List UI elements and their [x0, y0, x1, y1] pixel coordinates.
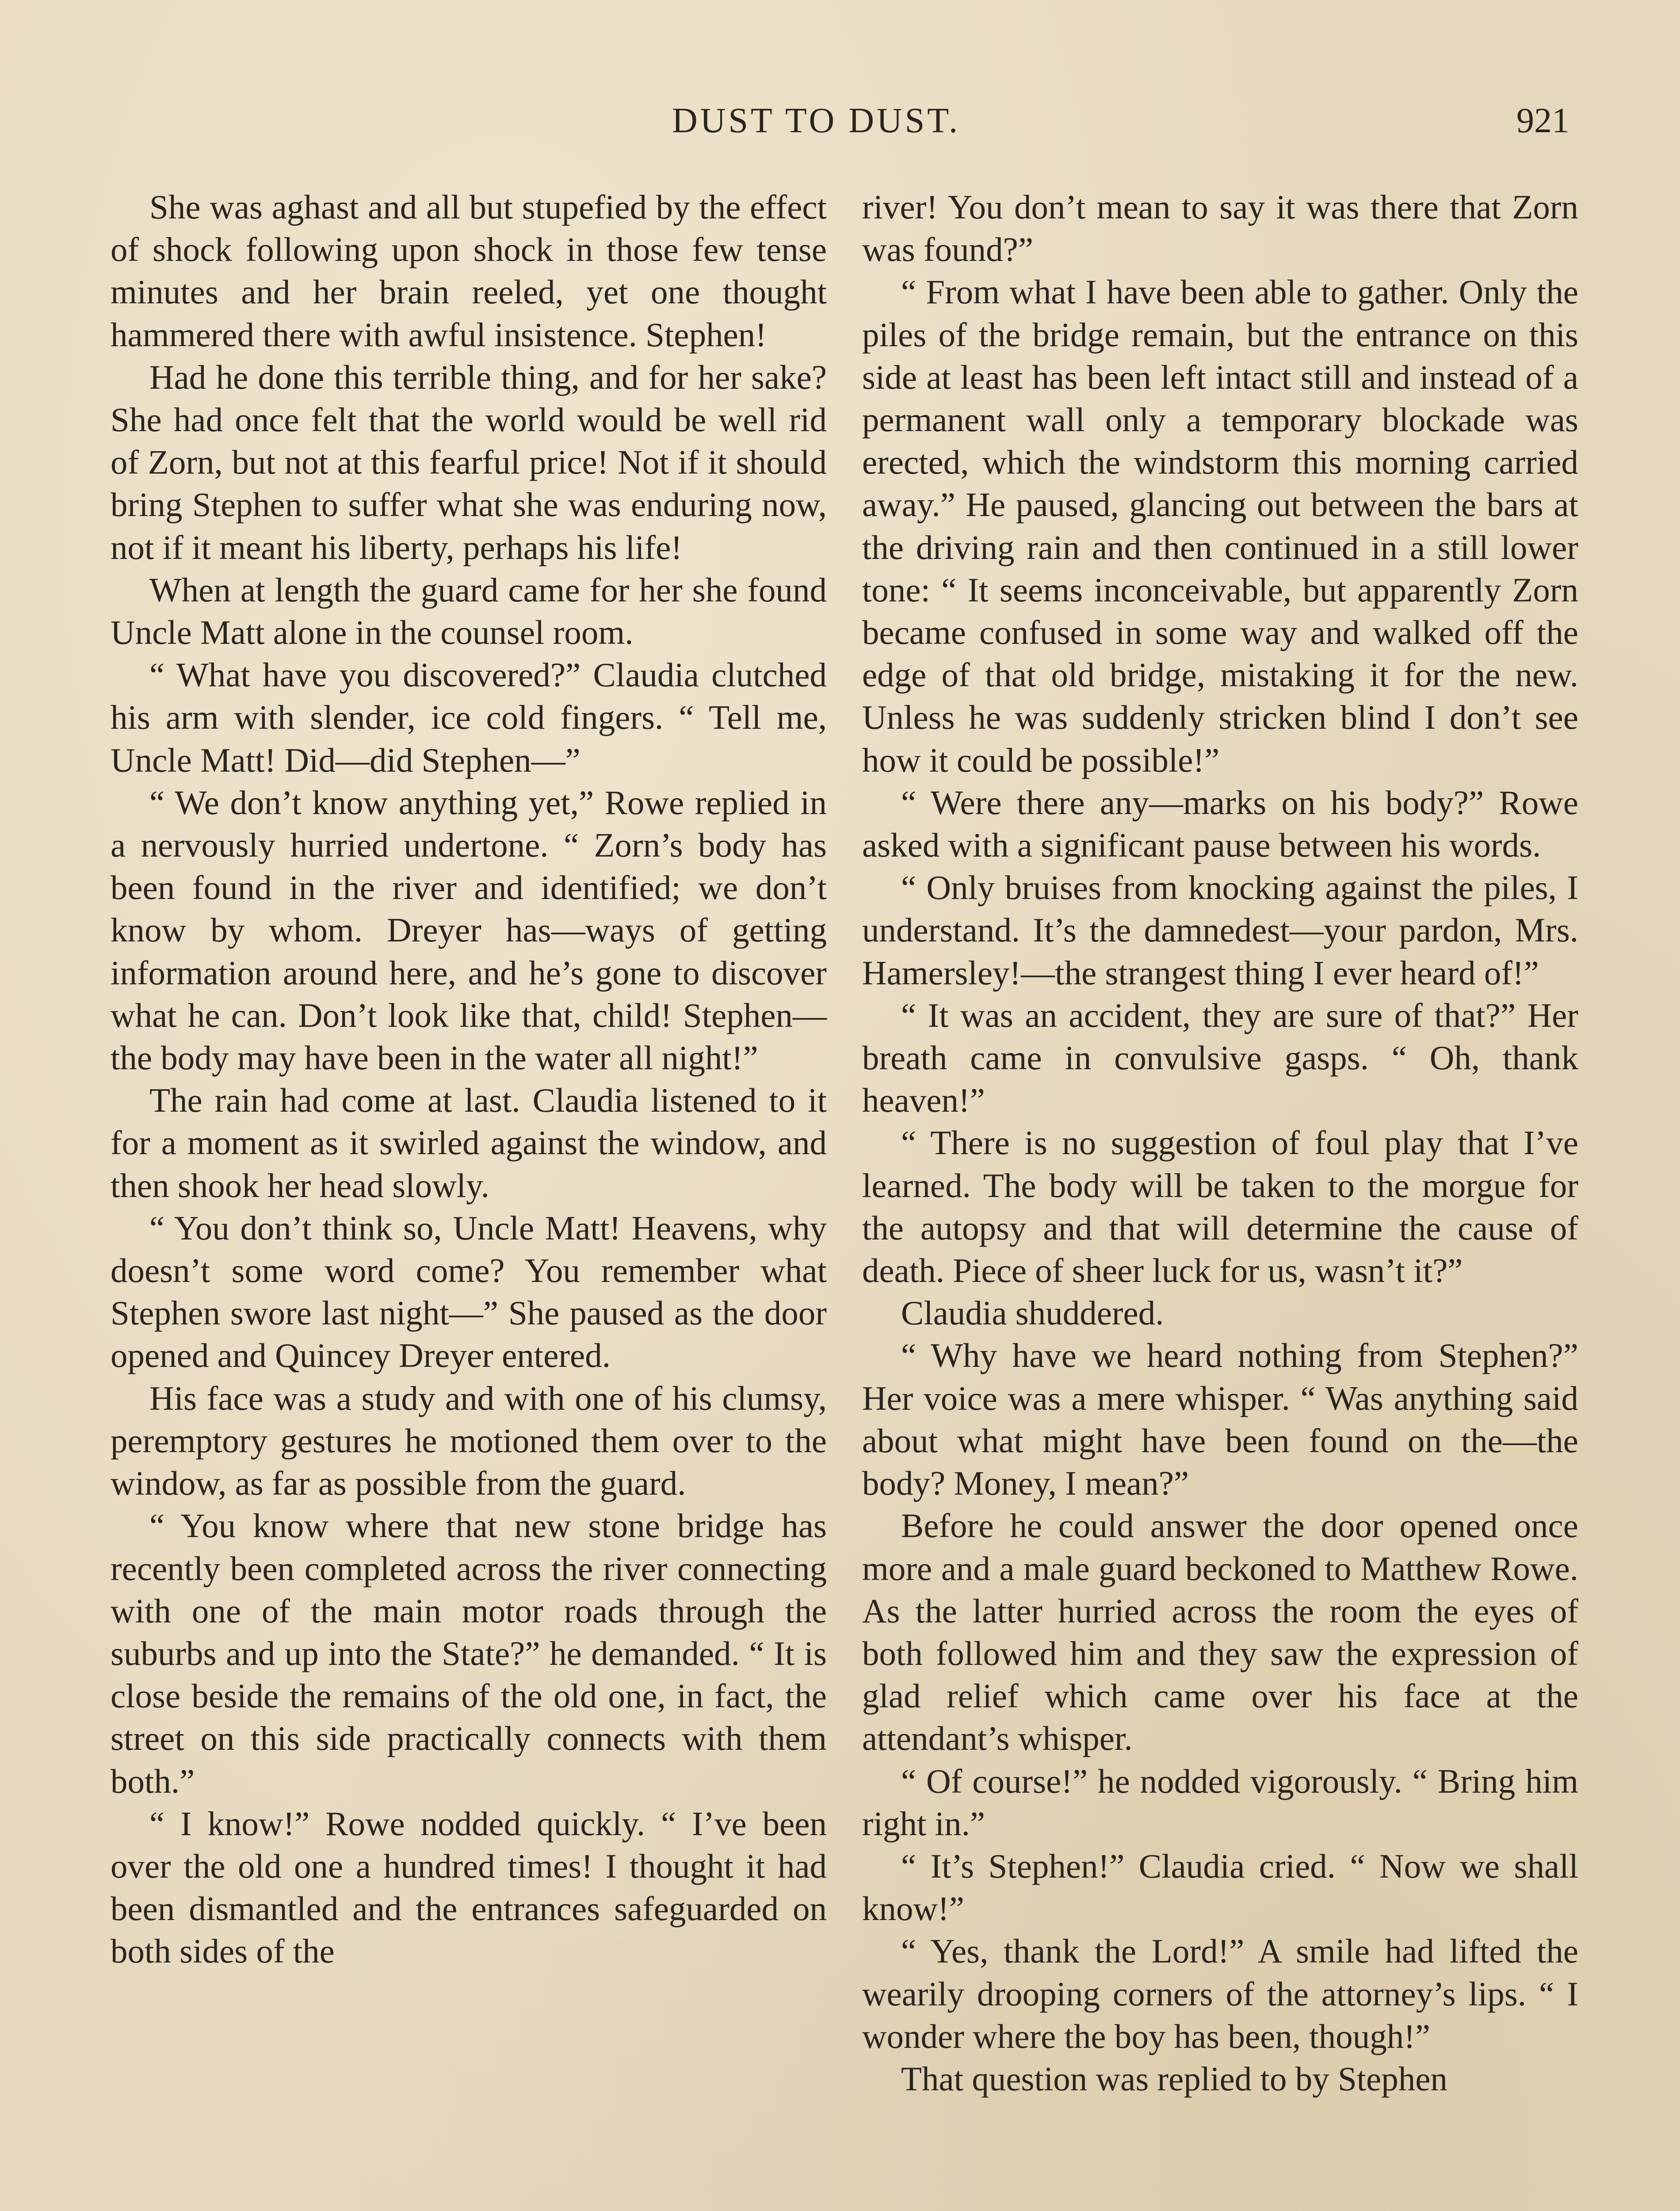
- paragraph: “ There is no suggestion of foul play that I’ve learned. The body will be taken to the morgue for the autopsy and that will determine the cause of death. Piece of sheer luck for us, wasn’t it?”: [862, 1124, 1578, 1290]
- paragraph: Had he done this terrible thing, and for her sake? She had once felt that the world would be well rid of Zorn, but not at this fearful price! Not if it should bring Stephen to suffer what she was enduring now, not if it meant his liberty, perhaps his life!: [111, 358, 827, 566]
- paragraph: “ Only bruises from knocking against the piles, I understand. It’s the damnedest—your pardon, Mrs. Hamersley!—the strangest thing I ever heard of!”: [862, 868, 1578, 992]
- paragraph: “ What have you discovered?” Claudia clutched his arm with slender, ice cold fingers. “ Tell me, Uncle Matt! Did—did Stephen—”: [111, 656, 827, 779]
- paragraph: “ You know where that new stone bridge has recently been completed across the river connecting with one of the main motor roads through the suburbs and up into the State?” he demanded. “ It is close beside the remains of the old one, in fact, the street on this side practically connects with them both.”: [111, 1507, 827, 1800]
- paragraph-continued: river! You don’t mean to say it was there that Zorn was found?”: [862, 188, 1578, 269]
- paragraph: When at length the guard came for her she found Uncle Matt alone in the counsel room.: [111, 570, 827, 652]
- paragraph: “ Were there any—marks on his body?” Rowe asked with a significant pause between his words.: [862, 783, 1578, 865]
- paragraph: “ You don’t think so, Uncle Matt! Heavens, why doesn’t some word come? You remember what Stephen swore last night—” She paused as the door opened and Quincey Dreyer entered.: [111, 1209, 827, 1375]
- paragraph: His face was a study and with one of his clumsy, peremptory gestures he motioned them over to the window, as far as possible from the guard.: [111, 1379, 827, 1503]
- paragraph: Claudia shuddered.: [901, 1294, 1164, 1332]
- paragraph: The rain had come at last. Claudia listened to it for a moment as it swirled against the window, and then shook her head slowly.: [111, 1081, 827, 1205]
- left-column: [111, 186, 827, 1973]
- paragraph: “ From what I have been able to gather. Only the piles of the bridge remain, but the entrance on this side at least has been left intact still and instead of a permanent wall only a temporary blockade was erected, which the windstorm this morning carried away.” He paused, glancing out between the bars at the driving rain and then continued in a still lower tone: “ It seems inconceivable, but apparently Zorn became confused in some way and walked off the edge of that old bridge, mistaking it for the new. Unless he was suddenly stricken blind I don’t see how it could be possible!”: [862, 273, 1578, 779]
- paragraph: That question was replied to by Stephen: [901, 2059, 1448, 2098]
- paragraph: “ Of course!” he nodded vigorously. “ Bring him right in.”: [862, 1762, 1578, 1843]
- paragraph: “ It’s Stephen!” Claudia cried. “ Now we shall know!”: [862, 1847, 1578, 1928]
- paragraph: “ It was an accident, they are sure of that?” Her breath came in convulsive gasps. “ Oh, thank heaven!”: [862, 996, 1578, 1120]
- paragraph: “ Why have we heard nothing from Stephen?” Her voice was a mere whisper. “ Was anything said about what might have been found on the—the body? Money, I mean?”: [862, 1336, 1578, 1503]
- paragraph: “ I know!” Rowe nodded quickly. “ I’ve been over the old one a hundred times! I thought it had been dismantled and the entrances safeguarded on both sides of the: [111, 1804, 827, 1970]
- running-title: DUST TO DUST.: [672, 101, 961, 140]
- right-column: [862, 186, 1578, 2100]
- paragraph: “ Yes, thank the Lord!” A smile had lifted the wearily drooping corners of the attorney’s lips. “ I wonder where the boy has been, though!”: [862, 1932, 1578, 2055]
- paragraph: Before he could answer the door opened once more and a male guard beckoned to Matthew Rowe. As the latter hurried across the room the eyes of both followed him and they saw the expression of glad relief which came over his face at the attendant’s whisper.: [862, 1507, 1578, 1758]
- page-number: 921: [1516, 101, 1569, 140]
- running-head: [0, 101, 1680, 154]
- paragraph: “ We don’t know anything yet,” Rowe replied in a nervously hurried undertone. “ Zorn’s body has been found in the river and identified; we don’t know by whom. Dreyer has—ways of getting information around here, and he’s gone to discover what he can. Don’t look like that, child! Stephen—the body may have been in the water all night!”: [111, 783, 827, 1077]
- paragraph: She was aghast and all but stupefied by the effect of shock following upon shock in those few tense minutes and her brain reeled, yet one thought hammered there with awful insistence. Stephen!: [111, 188, 827, 354]
